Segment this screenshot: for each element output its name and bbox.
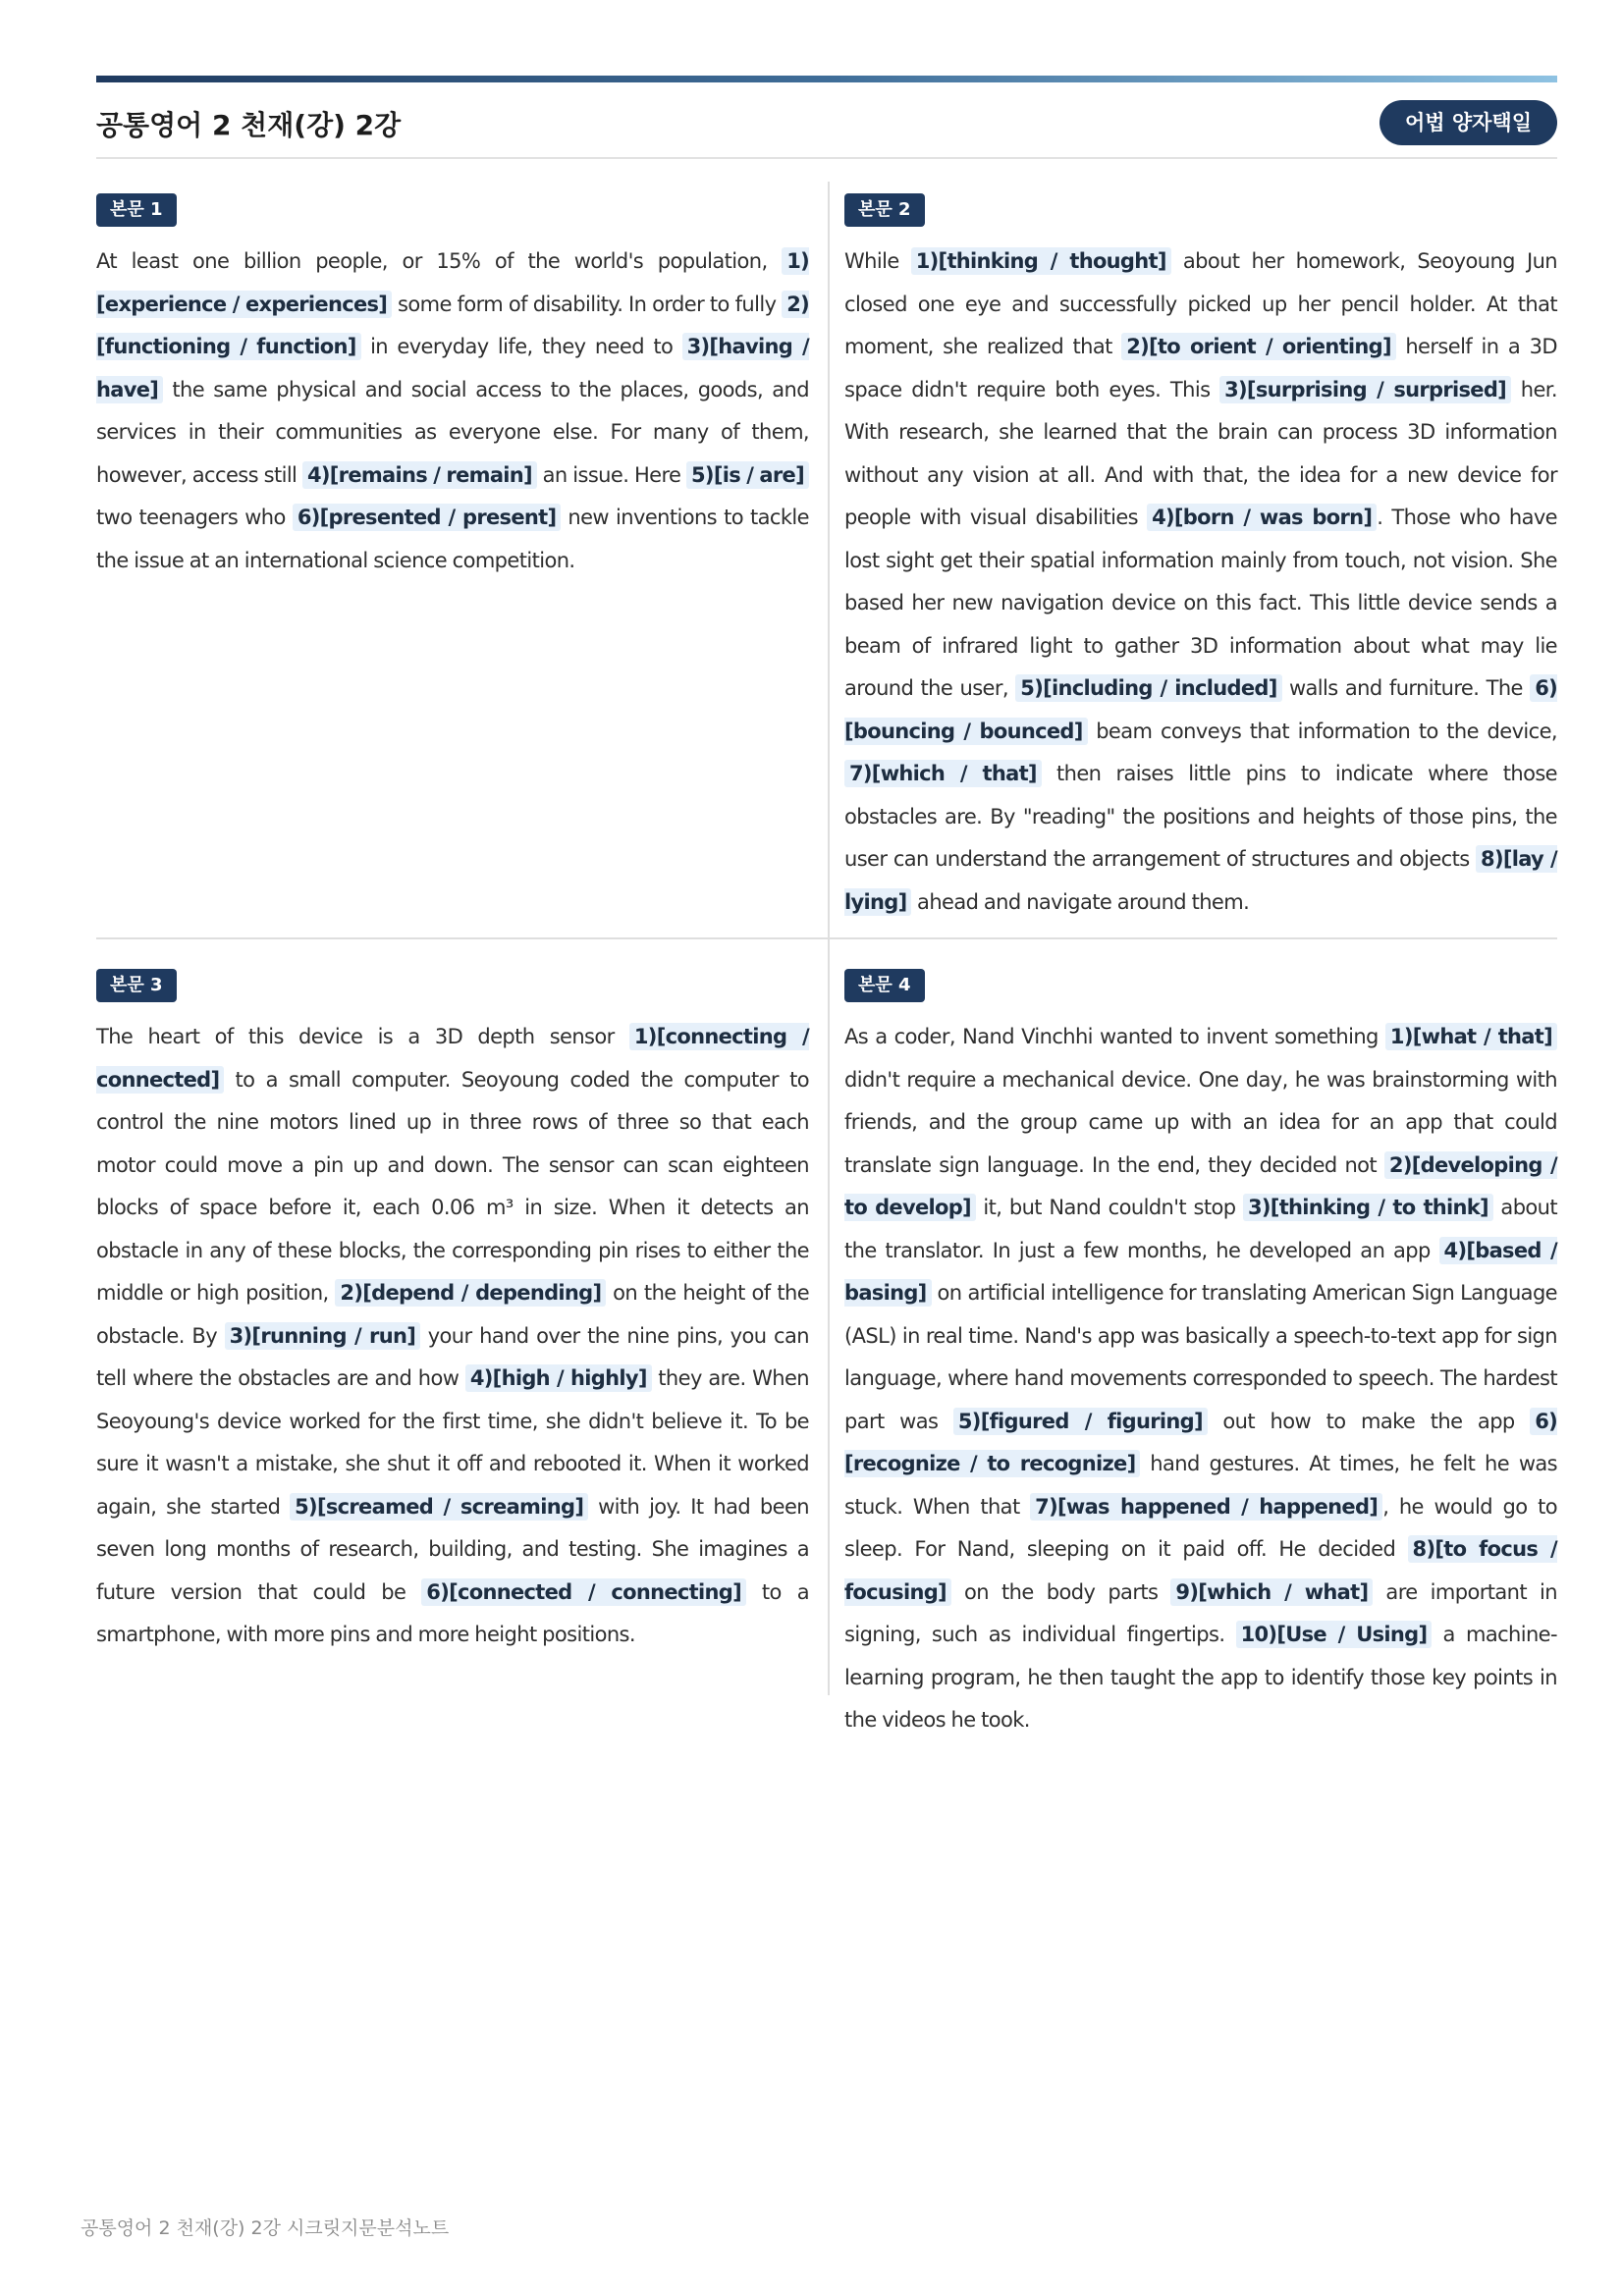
text-run: on the body parts xyxy=(950,1579,1171,1604)
grammar-choice-blank: 8)[to focus / focusing] xyxy=(844,1537,1557,1604)
grammar-choice-blank: 5)[is / are] xyxy=(686,461,809,489)
passage-text xyxy=(96,240,809,582)
text-run: , he would go to sleep. For Nand, sleeping on it paid off. He decided xyxy=(844,1494,1557,1561)
text-run: on the height of the obstacle. By xyxy=(96,1281,810,1348)
text-run: two teenagers who xyxy=(96,506,293,529)
grammar-choice-blank: 1)[thinking / thought] xyxy=(911,247,1171,275)
grammar-choice-blank: 6)[presented / present] xyxy=(293,504,562,531)
page-header xyxy=(96,96,1557,159)
grammar-choice-blank: 2)[developing / to develop] xyxy=(844,1152,1557,1219)
page-title: 공통영어 2 천재(강) 2강 xyxy=(96,109,402,141)
text-run: an issue. Here xyxy=(536,462,687,487)
text-run: to a smartphone, with more pins and more height positions. xyxy=(96,1579,810,1646)
text-run: hand gestures. At times, he felt he was stuck. When that xyxy=(844,1452,1557,1519)
text-run: to a small computer. Seoyoung coded the computer to control the nine motors lined up in three rows of three so that each motor could move a pin up and down. The sensor can scan eighteen blocks of space before it, each 0.06 m³ in size. When it detects an obstacle in any of these blocks, the corresponding pin rises to either the middle or high position, xyxy=(96,1067,809,1305)
worksheet-type-badge: 어법 양자택일 xyxy=(1380,100,1557,145)
text-run: out how to make the app xyxy=(1207,1409,1531,1433)
grammar-choice-blank: 3)[having / have] xyxy=(96,335,809,401)
text-run: While xyxy=(844,249,911,273)
passage-section-3 xyxy=(96,969,809,1657)
grammar-choice-blank: 1)[experience / experiences] xyxy=(96,249,809,316)
grammar-choice-blank: 3)[thinking / to think] xyxy=(1243,1194,1493,1221)
grammar-choice-blank: 3)[surprising / surprised] xyxy=(1219,376,1511,403)
grammar-choice-blank: 1)[connecting / connected] xyxy=(96,1025,809,1092)
grammar-choice-blank: 6)[connected / connecting] xyxy=(421,1578,746,1606)
grammar-choice-blank: 8)[lay / lying] xyxy=(844,847,1557,914)
grammar-choice-blank: 7)[which / that] xyxy=(844,760,1042,787)
column-divider-bottom xyxy=(828,939,830,1695)
grammar-choice-blank: 2)[depend / depending] xyxy=(335,1279,606,1307)
passage-section-4 xyxy=(844,969,1557,1742)
grammar-choice-blank: 4)[based / basing] xyxy=(844,1238,1557,1305)
grammar-choice-blank: 2)[functioning / function] xyxy=(96,292,809,358)
text-run: about her homework, Seoyoung Jun closed one eye and successfully picked up her pencil holder. At that moment, she realized that xyxy=(844,249,1557,358)
grammar-choice-blank: 9)[which / what] xyxy=(1170,1578,1373,1606)
text-run: . Those who have lost sight get their spatial information mainly from touch, not vision. She based her new navigation device on this fact. This little device sends a beam of infrared light to gather 3D information about what may lie around the user, xyxy=(844,506,1557,700)
text-run: The heart of this device is a 3D depth sensor xyxy=(96,1025,629,1048)
text-run: on artificial intelligence for translating American Sign Language (ASL) in real time. Nand's app was basically a speech-to-text app for sign language, where hand movements corresponded to speech. The hardest part was xyxy=(844,1281,1557,1433)
grammar-choice-blank: 2)[to orient / orienting] xyxy=(1121,333,1396,360)
header-accent-bar xyxy=(96,76,1557,82)
text-run: a machine-learning program, he then taught the app to identify those key points in the videos he took. xyxy=(844,1623,1557,1732)
text-run: with joy. It had been seven long months of research, building, and testing. She imagines a future version that could be xyxy=(96,1494,809,1604)
row-divider xyxy=(96,937,1557,939)
grammar-choice-blank: 7)[was happened / happened] xyxy=(1030,1493,1382,1521)
text-run: then raises little pins to indicate where those obstacles are. By "reading" the positions and heights of those pins, the user can understand the arrangement of structures and objects xyxy=(844,762,1557,871)
text-run: ahead and navigate around them. xyxy=(911,889,1250,914)
grammar-choice-blank: 4)[born / was born] xyxy=(1147,504,1377,531)
text-run: in everyday life, they need to xyxy=(360,335,682,358)
text-run: her. With research, she learned that the brain can process 3D information without any vision at all. And with that, the idea for a new device for people with visual disabilities xyxy=(844,377,1557,529)
text-run: herself in a 3D space didn't require both eyes. This xyxy=(844,335,1557,401)
grammar-choice-blank: 10)[Use / Using] xyxy=(1236,1621,1433,1648)
passage-text xyxy=(96,1016,809,1657)
grammar-choice-blank: 4)[remains / remain] xyxy=(302,461,537,489)
text-run: some form of disability. In order to fully xyxy=(392,292,783,316)
text-run: At least one billion people, or 15% of the world's population, xyxy=(96,249,783,273)
grammar-choice-blank: 6)[bouncing / bounced] xyxy=(844,676,1557,743)
text-run: it, but Nand couldn't stop xyxy=(975,1196,1243,1219)
grammar-choice-blank: 3)[running / run] xyxy=(225,1322,420,1350)
grammar-choice-blank: 5)[figured / figuring] xyxy=(953,1408,1208,1435)
column-divider-top xyxy=(828,182,830,937)
text-run: didn't require a mechanical device. One day, he was brainstorming with friends, and the group came up with an idea for an app that could translate sign language. In the end, they decided not xyxy=(844,1067,1557,1177)
text-run: your hand over the nine pins, you can tell where the obstacles are and how xyxy=(96,1323,809,1390)
text-run: walls and furniture. The xyxy=(1281,676,1531,700)
passage-label: 본문 3 xyxy=(96,969,177,1002)
text-run: they are. When Seoyoung's device worked for the first time, she didn't believe it. To be sure it wasn't a mistake, she shut it off and rebooted it. When it worked again, she started xyxy=(96,1366,810,1519)
grammar-choice-blank: 6)[recognize / to recognize] xyxy=(844,1409,1557,1475)
text-run: about the translator. In just a few months, he developed an app xyxy=(844,1196,1558,1262)
grammar-choice-blank: 5)[screamed / screaming] xyxy=(290,1493,588,1521)
passage-label: 본문 4 xyxy=(844,969,925,1002)
passage-text xyxy=(844,1016,1557,1742)
text-run: As a coder, Nand Vinchhi wanted to invent something xyxy=(844,1025,1385,1048)
passage-label: 본문 2 xyxy=(844,193,925,227)
text-run: are important in signing, such as individual fingertips. xyxy=(844,1579,1557,1646)
text-run: beam conveys that information to the device, xyxy=(1087,719,1557,743)
grammar-choice-blank: 1)[what / that] xyxy=(1385,1023,1557,1050)
passage-text xyxy=(844,240,1557,924)
page-footer: 공통영어 2 천재(강) 2강 시크릿지문분석노트 xyxy=(81,2217,450,2239)
grammar-choice-blank: 5)[including / included] xyxy=(1015,674,1281,702)
text-run: the same physical and social access to the places, goods, and services in their communities as everyone else. For many of them, however, access still xyxy=(96,377,809,487)
grammar-choice-blank: 4)[high / highly] xyxy=(465,1364,652,1392)
text-run: new inventions to tackle the issue at an international science competition. xyxy=(96,506,809,572)
passage-section-2 xyxy=(844,193,1557,924)
passage-label: 본문 1 xyxy=(96,193,177,227)
passage-section-1 xyxy=(96,193,809,582)
